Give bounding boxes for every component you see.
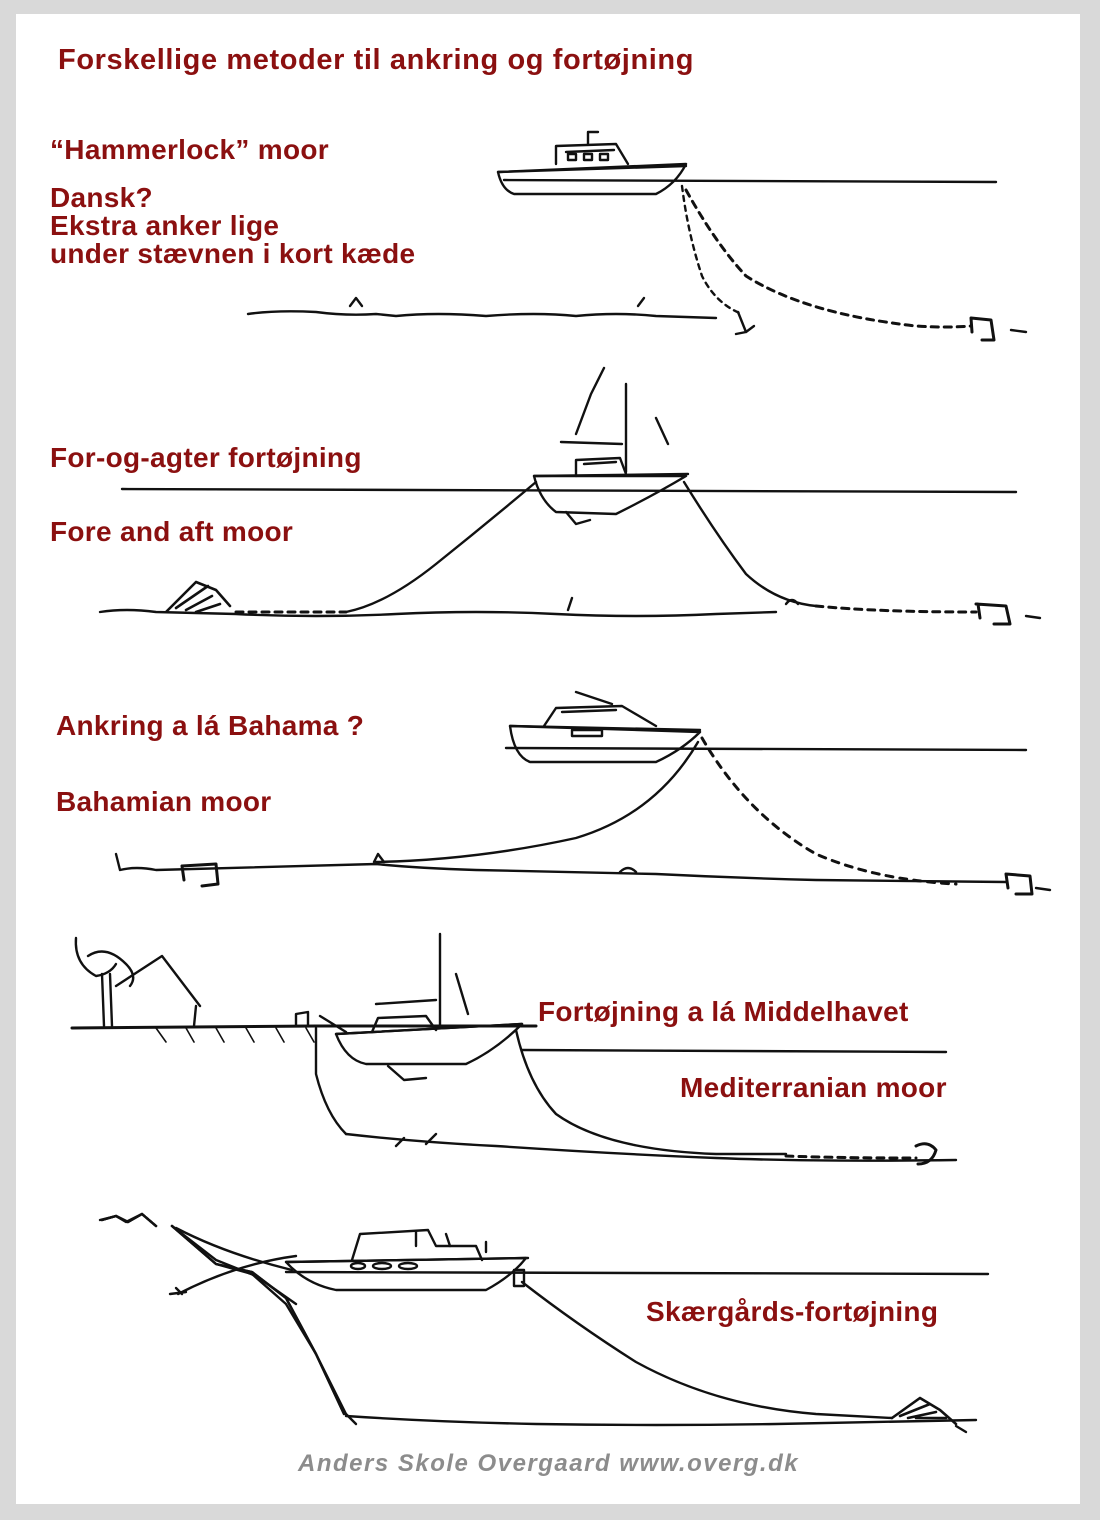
- bahama-danish-label: Ankring a lá Bahama ?: [56, 710, 365, 741]
- shore-rocks: [102, 1214, 156, 1226]
- hammerlock-note-line: Ekstra anker lige: [50, 210, 280, 241]
- hammerlock-heading: “Hammerlock” moor: [50, 134, 329, 165]
- fore-aft-english-label: Fore and aft moor: [50, 516, 294, 547]
- motorboat: [286, 1230, 528, 1290]
- hammerlock-note-line: under stævnen i kort kæde: [50, 238, 416, 269]
- hammerlock-note-line: Dansk?: [50, 182, 153, 213]
- skaergaard-label: Skærgårds-fortøjning: [646, 1296, 939, 1327]
- mediterranean-danish-label: Fortøjning a lá Middelhavet: [538, 996, 909, 1027]
- fore-aft-danish-label: For-og-agter fortøjning: [50, 442, 362, 473]
- page-title: Forskellige metoder til ankring og fortøjning: [58, 44, 695, 76]
- line-to-shore-post: [178, 1256, 296, 1294]
- mediterranean-english-label: Mediterranian moor: [680, 1072, 947, 1103]
- bahama-english-label: Bahamian moor: [56, 786, 272, 817]
- author-credit: Anders Skole Overgaard www.overg.dk: [298, 1450, 800, 1477]
- shore-slope: [172, 1226, 344, 1414]
- diagram-sheet: [16, 14, 1080, 1504]
- bow-line-to-tree: [176, 1228, 292, 1270]
- water-line: [286, 1272, 988, 1274]
- hammerlock-note: [50, 184, 415, 268]
